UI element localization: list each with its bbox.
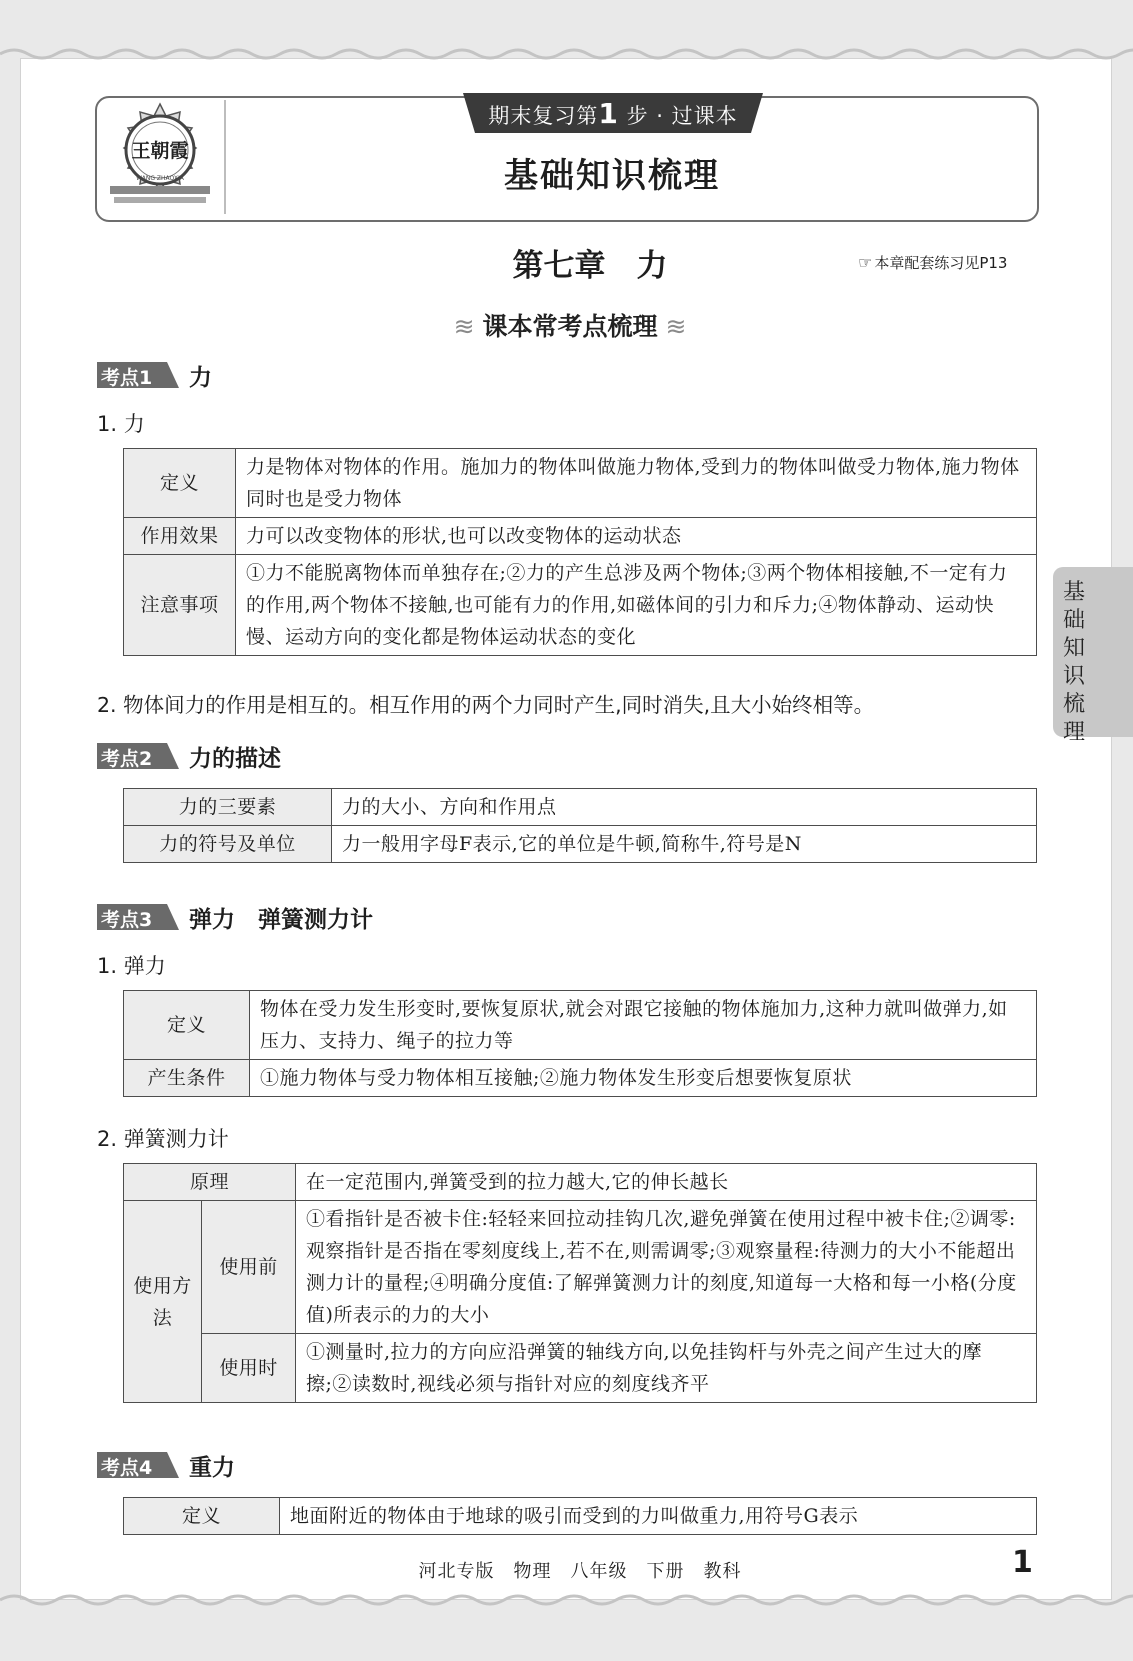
table-label: 产生条件 bbox=[124, 1060, 250, 1097]
section-heading bbox=[430, 307, 710, 343]
table-row bbox=[124, 518, 1037, 555]
bottom-wave-border bbox=[0, 1590, 1133, 1610]
table-row bbox=[124, 449, 1037, 518]
wave-right-icon: ≋ bbox=[657, 312, 687, 341]
table-label: 力的三要素 bbox=[124, 789, 332, 826]
table-cell: ①施力物体与受力物体相互接触;②施力物体发生形变后想要恢复原状 bbox=[250, 1060, 1037, 1097]
subheading: 1. 弹力 bbox=[97, 954, 166, 978]
table-row bbox=[124, 789, 1037, 826]
svg-text:王朝霞: 王朝霞 bbox=[131, 140, 189, 162]
table-cell: 力可以改变物体的形状,也可以改变物体的运动状态 bbox=[236, 518, 1037, 555]
table-label: 使用方法 bbox=[124, 1201, 202, 1403]
table-cell: 力是物体对物体的作用。施加力的物体叫做施力物体,受到力的物体叫做受力物体,施力物体同时也是受力物体 bbox=[236, 449, 1037, 518]
table-cell: 力一般用字母F表示,它的单位是牛顿,简称牛,符号是N bbox=[332, 826, 1037, 863]
kaodian-title: 力的描述 bbox=[189, 745, 281, 772]
table-label: 定义 bbox=[124, 449, 236, 518]
table-cell: 物体在受力发生形变时,要恢复原状,就会对跟它接触的物体施加力,这种力就叫做弹力,如压力、支持力、绳子的拉力等 bbox=[250, 991, 1037, 1060]
paragraph: 2. 物体间力的作用是相互的。相互作用的两个力同时产生,同时消失,且大小始终相等。 bbox=[97, 693, 875, 717]
banner-step-number: 1 bbox=[598, 96, 619, 130]
elastic-force-table bbox=[123, 990, 1037, 1097]
kaodian-tag bbox=[97, 1452, 179, 1478]
table-row bbox=[124, 1201, 1037, 1334]
table-label: 使用时 bbox=[202, 1334, 296, 1403]
table-row bbox=[124, 1334, 1037, 1403]
table-cell: ①力不能脱离物体而单独存在;②力的产生总涉及两个物体;③两个物体相接触,不一定有力的作用,两个物体不接触,也可能有力的作用,如磁体间的引力和斥力;④物体静动、运动快慢、运动方向的变化都是物体运动状态的变化 bbox=[236, 555, 1037, 656]
table-row bbox=[124, 826, 1037, 863]
table-label: 力的符号及单位 bbox=[124, 826, 332, 863]
kaodian-tag-text: 考点1 bbox=[101, 367, 153, 389]
table-label: 注意事项 bbox=[124, 555, 236, 656]
kaodian-title: 重力 bbox=[189, 1454, 235, 1481]
table-label: 作用效果 bbox=[124, 518, 236, 555]
kaodian-1-header bbox=[97, 362, 212, 391]
kaodian-tag bbox=[97, 743, 179, 769]
kaodian-2-header bbox=[97, 743, 281, 772]
kaodian-4-header bbox=[97, 1452, 235, 1481]
publisher-logo bbox=[100, 100, 220, 212]
table-cell: ①测量时,拉力的方向应沿弹簧的轴线方向,以免挂钩杆与外壳之间产生过大的摩擦;②读数时,视线必须与指针对应的刻度线齐平 bbox=[296, 1334, 1037, 1403]
kaodian-title: 力 bbox=[189, 364, 212, 391]
chapter-title: 第七章 力 bbox=[512, 248, 668, 284]
page-number: 1 bbox=[1012, 1545, 1033, 1580]
table-label: 原理 bbox=[124, 1164, 296, 1201]
wave-left-icon: ≋ bbox=[453, 312, 483, 341]
footer-text: 河北专版 物理 八年级 下册 教科 bbox=[418, 1561, 742, 1582]
table-cell: 力的大小、方向和作用点 bbox=[332, 789, 1037, 826]
banner-text bbox=[488, 97, 737, 130]
table-label: 定义 bbox=[124, 991, 250, 1060]
subheading: 1. 力 bbox=[97, 412, 145, 436]
table-label: 使用前 bbox=[202, 1201, 296, 1334]
top-wave-border bbox=[0, 44, 1133, 64]
practice-reference bbox=[858, 252, 1038, 273]
table-row bbox=[124, 1060, 1037, 1097]
page-title: 基础知识梳理 bbox=[504, 156, 720, 196]
svg-text:WANG ZHAOXIA: WANG ZHAOXIA bbox=[136, 175, 184, 182]
table-cell: 地面附近的物体由于地球的吸引而受到的力叫做重力,用符号G表示 bbox=[280, 1498, 1037, 1535]
kaodian-3-header bbox=[97, 904, 373, 933]
pointing-hand-icon: ☞ bbox=[858, 253, 873, 272]
banner-prefix: 期末复习第 bbox=[488, 103, 599, 128]
table-label: 定义 bbox=[124, 1498, 280, 1535]
practice-ref-text: 本章配套练习见P13 bbox=[874, 254, 1008, 272]
side-tab bbox=[1053, 567, 1133, 745]
banner-suffix: 步 · 过课本 bbox=[626, 103, 738, 128]
table-row bbox=[124, 991, 1037, 1060]
subheading: 2. 弹簧测力计 bbox=[97, 1127, 229, 1151]
kaodian-tag-text: 考点3 bbox=[101, 909, 153, 931]
force-table bbox=[123, 448, 1037, 656]
spring-scale-table bbox=[123, 1163, 1037, 1403]
table-row bbox=[124, 1164, 1037, 1201]
kaodian-tag-text: 考点2 bbox=[101, 748, 153, 770]
gravity-table bbox=[123, 1497, 1037, 1535]
table-row bbox=[124, 555, 1037, 656]
kaodian-tag bbox=[97, 904, 179, 930]
kaodian-tag-text: 考点4 bbox=[101, 1457, 153, 1479]
side-tab-label: 基础知识梳理 bbox=[1063, 580, 1086, 745]
force-description-table bbox=[123, 788, 1037, 863]
table-row bbox=[124, 1498, 1037, 1535]
section-heading-text: 课本常考点梳理 bbox=[482, 312, 658, 341]
table-cell: ①看指针是否被卡住:轻轻来回拉动挂钩几次,避免弹簧在使用过程中被卡住;②调零:观察指针是否指在零刻度线上,若不在,则需调零;③观察量程:待测力的大小不能超出测力计的量程;④明确分度值:了解弹簧测力计的刻度,知道每一大格和每一小格(分度值)所表示的力的大小 bbox=[296, 1201, 1037, 1334]
table-cell: 在一定范围内,弹簧受到的拉力越大,它的伸长越长 bbox=[296, 1164, 1037, 1201]
logo-separator bbox=[224, 100, 226, 214]
review-step-banner bbox=[463, 93, 763, 133]
kaodian-title: 弹力 弹簧测力计 bbox=[189, 906, 373, 933]
kaodian-tag bbox=[97, 362, 179, 388]
